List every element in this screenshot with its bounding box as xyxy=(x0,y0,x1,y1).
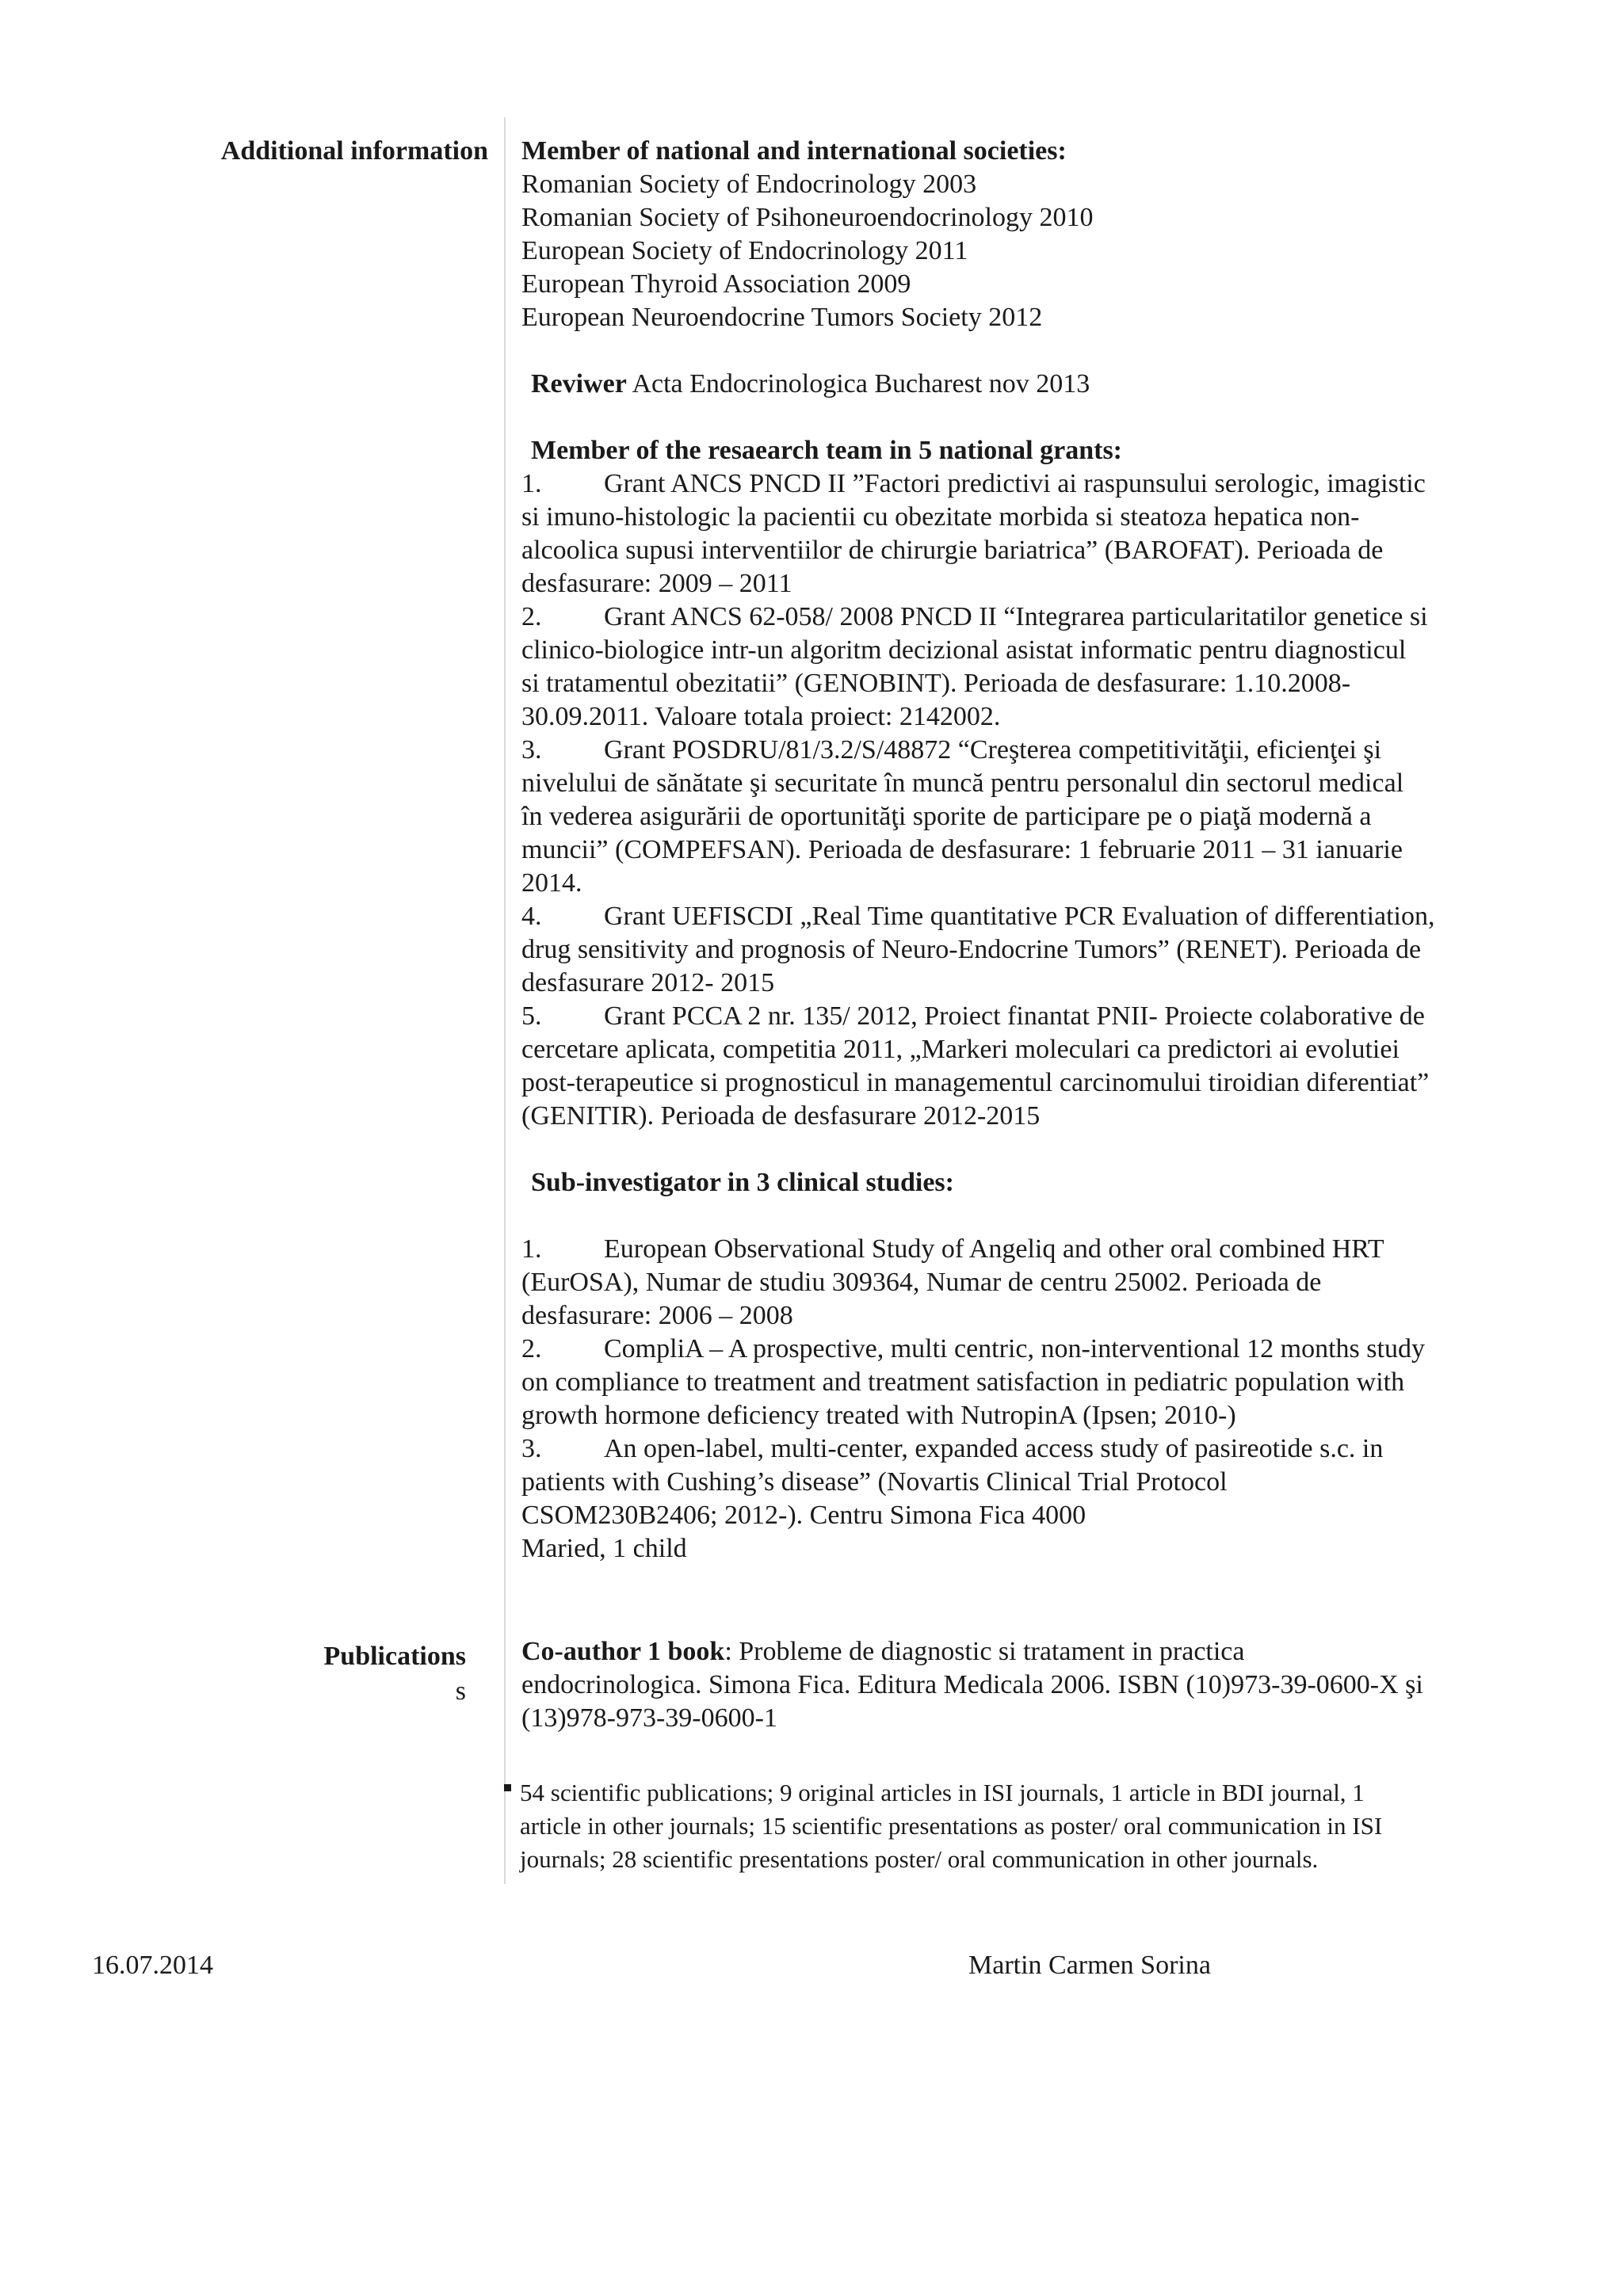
summary-text: journals; 28 scientific presentations poster/ oral communication in other journals. xyxy=(520,1845,1319,1873)
grant-text: 30.09.2011. Valoare totala proiect: 2142002. xyxy=(521,702,1001,731)
grant-number: 1. xyxy=(521,469,542,498)
study-text: European Observational Study of Angeliq and other oral combined HRT xyxy=(604,1234,1384,1264)
study-number: 2. xyxy=(521,1334,542,1363)
grant-item xyxy=(521,1000,1544,1133)
grant-text: alcoolica supusi interventiilor de chirurgie bariatrica” (BAROFAT). Perioada de xyxy=(521,536,1384,565)
summary-text: 54 scientific publications; 9 original articles in ISI journals, 1 article in BDI journal, 1 xyxy=(520,1779,1365,1806)
study-number: 1. xyxy=(521,1234,542,1264)
publications-summary xyxy=(504,1776,1542,1876)
grant-text: drug sensitivity and prognosis of Neuro-Endocrine Tumors” (RENET). Perioada de xyxy=(521,935,1422,964)
grant-text: post-terapeutice si prognosticul in managementul carcinomului tiroidian diferentiat” xyxy=(521,1068,1430,1097)
study-text: CompliA – A prospective, multi centric, non-interventional 12 months study xyxy=(604,1334,1425,1363)
grant-item xyxy=(521,601,1544,734)
society-item: European Thyroid Association 2009 xyxy=(521,269,911,299)
grant-text: 2014. xyxy=(521,868,582,898)
section-label-additional: Additional information xyxy=(220,136,488,166)
society-item: European Society of Endocrinology 2011 xyxy=(521,236,968,265)
societies-heading: Member of national and international societies: xyxy=(521,136,1067,166)
study-item xyxy=(521,1333,1544,1432)
book-text: : Probleme de diagnostic si tratament in practica xyxy=(724,1637,1245,1666)
study-text: An open-label, multi-center, expanded access study of pasireotide s.c. in xyxy=(604,1434,1384,1463)
grants-heading: Member of the resaearch team in 5 national grants: xyxy=(531,436,1122,465)
grant-text: desfasurare: 2009 – 2011 xyxy=(521,569,792,598)
grant-item xyxy=(521,900,1544,1000)
grant-text: cercetare aplicata, competitia 2011, „Markeri moleculari ca predictori ai evolutiei xyxy=(521,1035,1400,1064)
society-item: Romanian Society of Psihoneuroendocrinology 2010 xyxy=(521,203,1094,232)
grant-text: clinico-biologice intr-un algoritm decizional asistat informatic pentru diagnosticul xyxy=(521,635,1407,665)
column-divider xyxy=(504,117,506,1884)
section-label-publications-suffix: s xyxy=(455,1676,466,1706)
grant-text: Grant POSDRU/81/3.2/S/48872 “Creşterea competitivităţii, eficienţei şi xyxy=(604,735,1382,765)
grant-text: Grant PCCA 2 nr. 135/ 2012, Proiect finantat PNII- Proiecte colaborative de xyxy=(604,1001,1425,1031)
section-label-publications: Publications xyxy=(323,1642,466,1671)
study-text: (EurOSA), Numar de studiu 309364, Numar de centru 25002. Perioada de xyxy=(521,1268,1322,1297)
grant-number: 4. xyxy=(521,902,542,931)
grant-text: si tratamentul obezitatii” (GENOBINT). Perioada de desfasurare: 1.10.2008- xyxy=(521,669,1351,698)
grant-number: 2. xyxy=(521,602,542,631)
grant-text: si imuno-histologic la pacientii cu obezitate morbida si steatoza hepatica non- xyxy=(521,502,1360,532)
studies-heading: Sub-investigator in 3 clinical studies: xyxy=(531,1168,954,1197)
study-item xyxy=(521,1432,1544,1532)
study-text: growth hormone deficiency treated with NutropinA (Ipsen; 2010-) xyxy=(521,1401,1236,1430)
society-item: European Neuroendocrine Tumors Society 2012 xyxy=(521,303,1043,332)
grant-number: 5. xyxy=(521,1001,542,1031)
book-text: endocrinologica. Simona Fica. Editura Medicala 2006. ISBN (10)973-39-0600-X şi xyxy=(521,1670,1423,1699)
grant-text: (GENITIR). Perioada de desfasurare 2012-2015 xyxy=(521,1101,1041,1131)
grant-text: în vederea asigurării de oportunităţi sporite de participare pe o piaţă modernă a xyxy=(521,802,1372,831)
grant-text: desfasurare 2012- 2015 xyxy=(521,968,775,997)
signature-name: Martin Carmen Sorina xyxy=(968,1951,1211,1980)
study-item xyxy=(521,1233,1544,1333)
book-text: (13)978-973-39-0600-1 xyxy=(521,1703,777,1733)
reviewer-text: Acta Endocrinologica Bucharest nov 2013 xyxy=(626,369,1090,399)
grant-text: muncii” (COMPEFSAN). Perioada de desfasurare: 1 februarie 2011 – 31 ianuarie xyxy=(521,835,1403,864)
study-number: 3. xyxy=(521,1434,542,1463)
grant-text: Grant ANCS 62-058/ 2008 PNCD II “Integrarea particularitatilor genetice si xyxy=(604,602,1428,631)
society-item: Romanian Society of Endocrinology 2003 xyxy=(521,170,977,199)
summary-text: article in other journals; 15 scientific presentations as poster/ oral communication in ISI xyxy=(520,1812,1383,1840)
reviewer-label: Reviwer xyxy=(531,369,627,399)
book-label: Co-author 1 book xyxy=(521,1637,725,1666)
study-text: on compliance to treatment and treatment satisfaction in pediatric population with xyxy=(521,1367,1405,1397)
grant-text: nivelului de sănătate şi securitate în muncă pentru personalul din sectorul medical xyxy=(521,769,1404,798)
grant-number: 3. xyxy=(521,735,542,765)
bullet-icon xyxy=(504,1784,511,1791)
publications-book xyxy=(521,1635,1544,1735)
grant-text: Grant ANCS PNCD II ”Factori predictivi ai raspunsului serologic, imagistic xyxy=(604,469,1426,498)
reviewer-line xyxy=(521,368,1544,401)
grant-item xyxy=(521,734,1544,900)
study-text: patients with Cushing’s disease” (Novartis Clinical Trial Protocol xyxy=(521,1467,1228,1497)
study-text: desfasurare: 2006 – 2008 xyxy=(521,1301,793,1330)
signature-date: 16.07.2014 xyxy=(92,1951,213,1980)
grant-item xyxy=(521,467,1544,601)
marital-status: Maried, 1 child xyxy=(521,1534,687,1563)
study-text: CSOM230B2406; 2012-). Centru Simona Fica 4000 xyxy=(521,1501,1086,1530)
grant-text: Grant UEFISCDI „Real Time quantitative PCR Evaluation of differentiation, xyxy=(604,902,1435,931)
additional-content xyxy=(521,135,1544,1566)
